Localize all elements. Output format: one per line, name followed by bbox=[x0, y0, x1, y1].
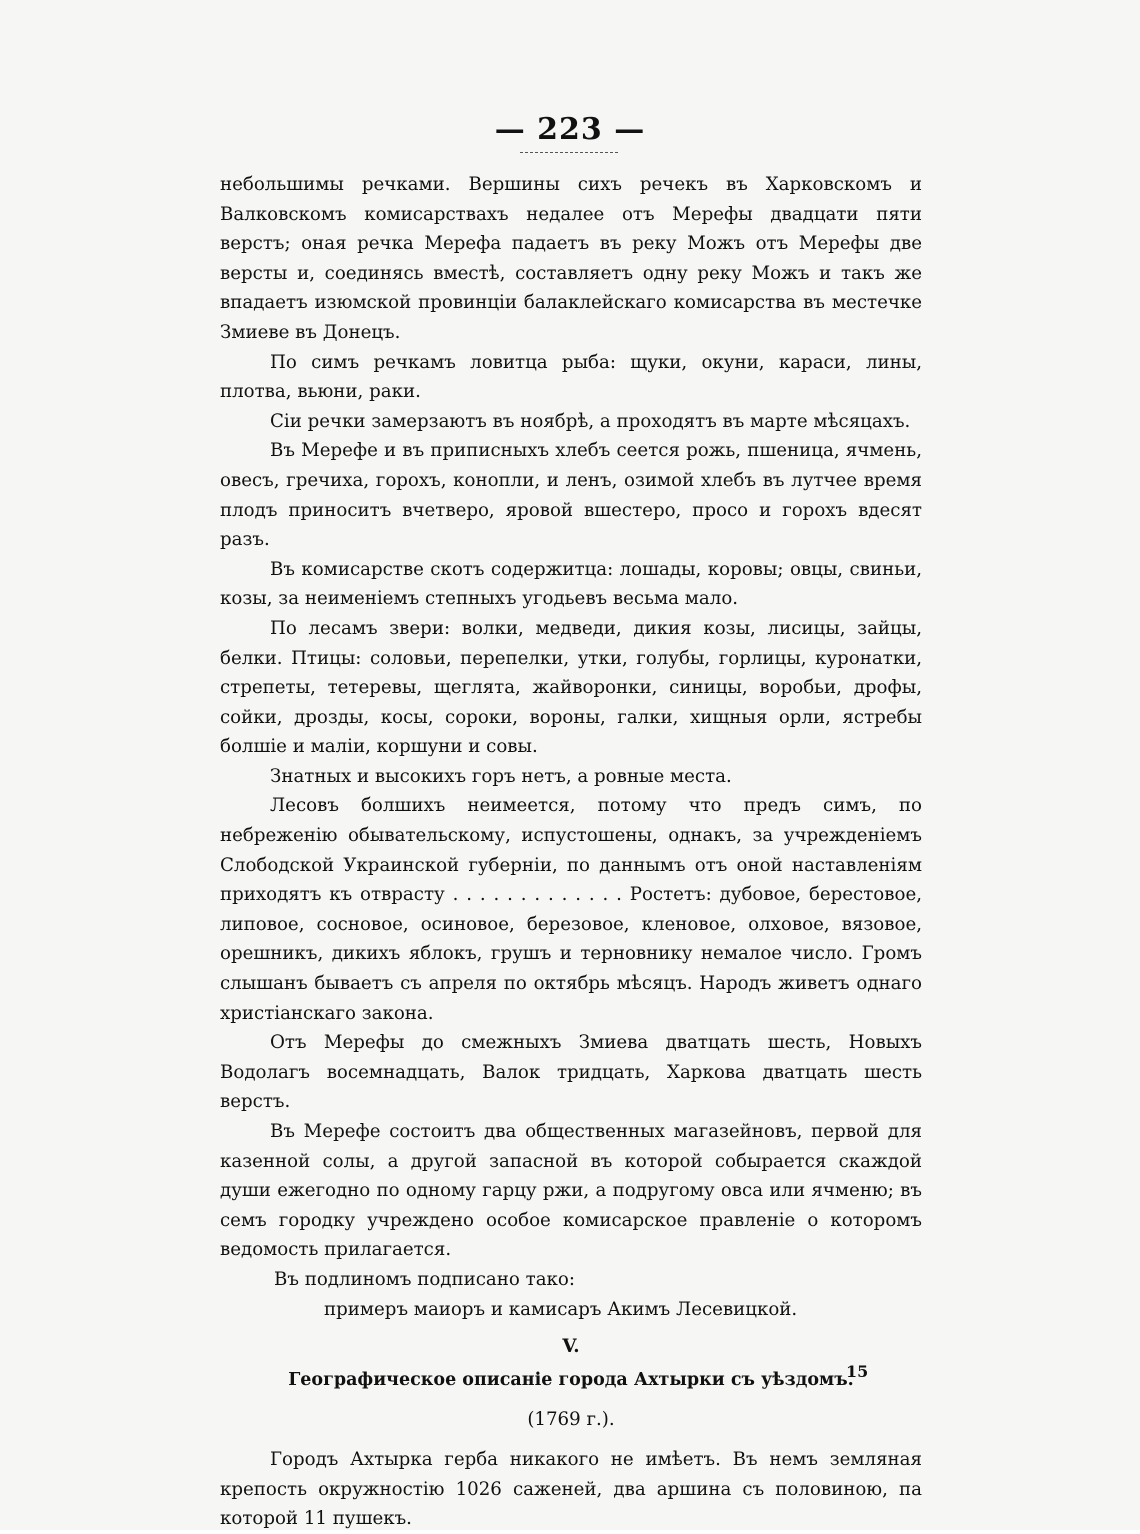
signature-name: примеръ маиоръ и камисаръ Акимъ Лесевицкой. bbox=[324, 1298, 798, 1320]
paragraph-continuation: небольшимы речками. Вершины сихъ речекъ въ Харковскомъ и Валковскомъ комисарствахъ недалее отъ Мерефы двадцати пяти верстъ; оная речка Мерефа падаетъ въ реку Можъ отъ Мерефы две версты и, соединясь вместѣ, составляетъ одну реку Можъ и такъ же впадаетъ изюмской провинціи балаклейскаго комисарства въ местечке Змиеве въ Донецъ. bbox=[220, 174, 922, 343]
section-title: Географическое описаніе города Ахтырки съ уѣздомъ. bbox=[288, 1369, 854, 1390]
paragraph-animals-birds: По лесамъ звери: волки, медведи, дикия козы, лисицы, зайцы, белки. Птицы: соловьи, перепелки, утки, голубы, горлицы, куронатки, стрепеты, тетеревы, щеглята, жайворонки, синицы, воробьи, дрофы, сойки, дрозды, косы, сороки, вороны, галки, хищныя орли, ястребы болшіе и маліи, коршуни и совы. bbox=[220, 617, 922, 758]
paragraph-stores: Въ Мерефе состоитъ два общественных магазейновъ, первой для казенной солы, а другой запасной въ которой собырается скаждой души ежегодно по одному гарцу ржи, а подругому овса или ячменю; въ семъ городку учреждено особое комисарское правленіе о которомъ ведомость прилагается. bbox=[220, 1121, 922, 1261]
signature-intro: Въ подлиномъ подписано тако: bbox=[274, 1268, 575, 1290]
page-body bbox=[220, 170, 922, 1534]
section-year: (1769 г.). bbox=[527, 1409, 615, 1431]
paragraph-freeze: Сіи речки замерзаютъ въ ноябрѣ, а проходятъ въ марте мѣсяцахъ. bbox=[270, 410, 911, 432]
paragraph-grain: Въ Мерефе и въ приписныхъ хлебъ сеется рожь, пшеница, ячмень, овесъ, гречиха, горохъ, конопли, и ленъ, озимой хлебъ въ лутчее время плодъ приноситъ вчетверо, яровой вшестеро, просо и горохъ вдесят разъ. bbox=[220, 440, 922, 551]
sheet-signature-mark: 15 bbox=[846, 1362, 869, 1381]
paragraph-forests: Лесовъ болшихъ неимеется, потому что предъ симъ, по небреженію обывательскому, испустошены, однакъ, за учрежденіемъ Слободской Украинской губерніи, по даннымъ отъ оной наставленіям приходятъ къ отврасту . . . . . . . . . . . . . Ростетъ: дубовое, берестовое, липовое, сосновое, осиновое, березовое, кленовое, олховое, вязовое, орешникъ, дикихъ яблокъ, грушъ и терновнику немалое число. Громъ слышанъ бываетъ съ апреля по октябрь мѣсяцъ. Народъ живетъ однаго христіанскаго закона. bbox=[220, 795, 922, 1024]
paragraph-fish: По симъ речкамъ ловитца рыба: щуки, окуни, караси, лины, плотва, вьюни, раки. bbox=[220, 351, 922, 403]
paragraph-mountains: Знатных и высокихъ горъ нетъ, а ровные места. bbox=[270, 765, 732, 787]
paragraph-livestock: Въ комисарстве скотъ содержитца: лошады, коровы; овцы, свиньи, козы, за неименіемъ степныхъ угодьевъ весьма мало. bbox=[220, 558, 922, 610]
paragraph-distances: Отъ Мерефы до смежныхъ Змиева дватцать шесть, Новыхъ Водолагъ восемнадцать, Валок тридцать, Харкова дватцать шесть верстъ. bbox=[220, 1032, 922, 1113]
section-number: V. bbox=[562, 1336, 580, 1358]
paragraph-akhtyrka-opening: Городъ Ахтырка герба никакого не имѣетъ. Въ немъ земляная крепость окружностію 1026 саженей, два аршина съ половиною, па которой 11 пушекъ. bbox=[220, 1448, 922, 1530]
page-number-underline bbox=[520, 152, 618, 153]
page-number: — 223 — bbox=[494, 112, 646, 147]
